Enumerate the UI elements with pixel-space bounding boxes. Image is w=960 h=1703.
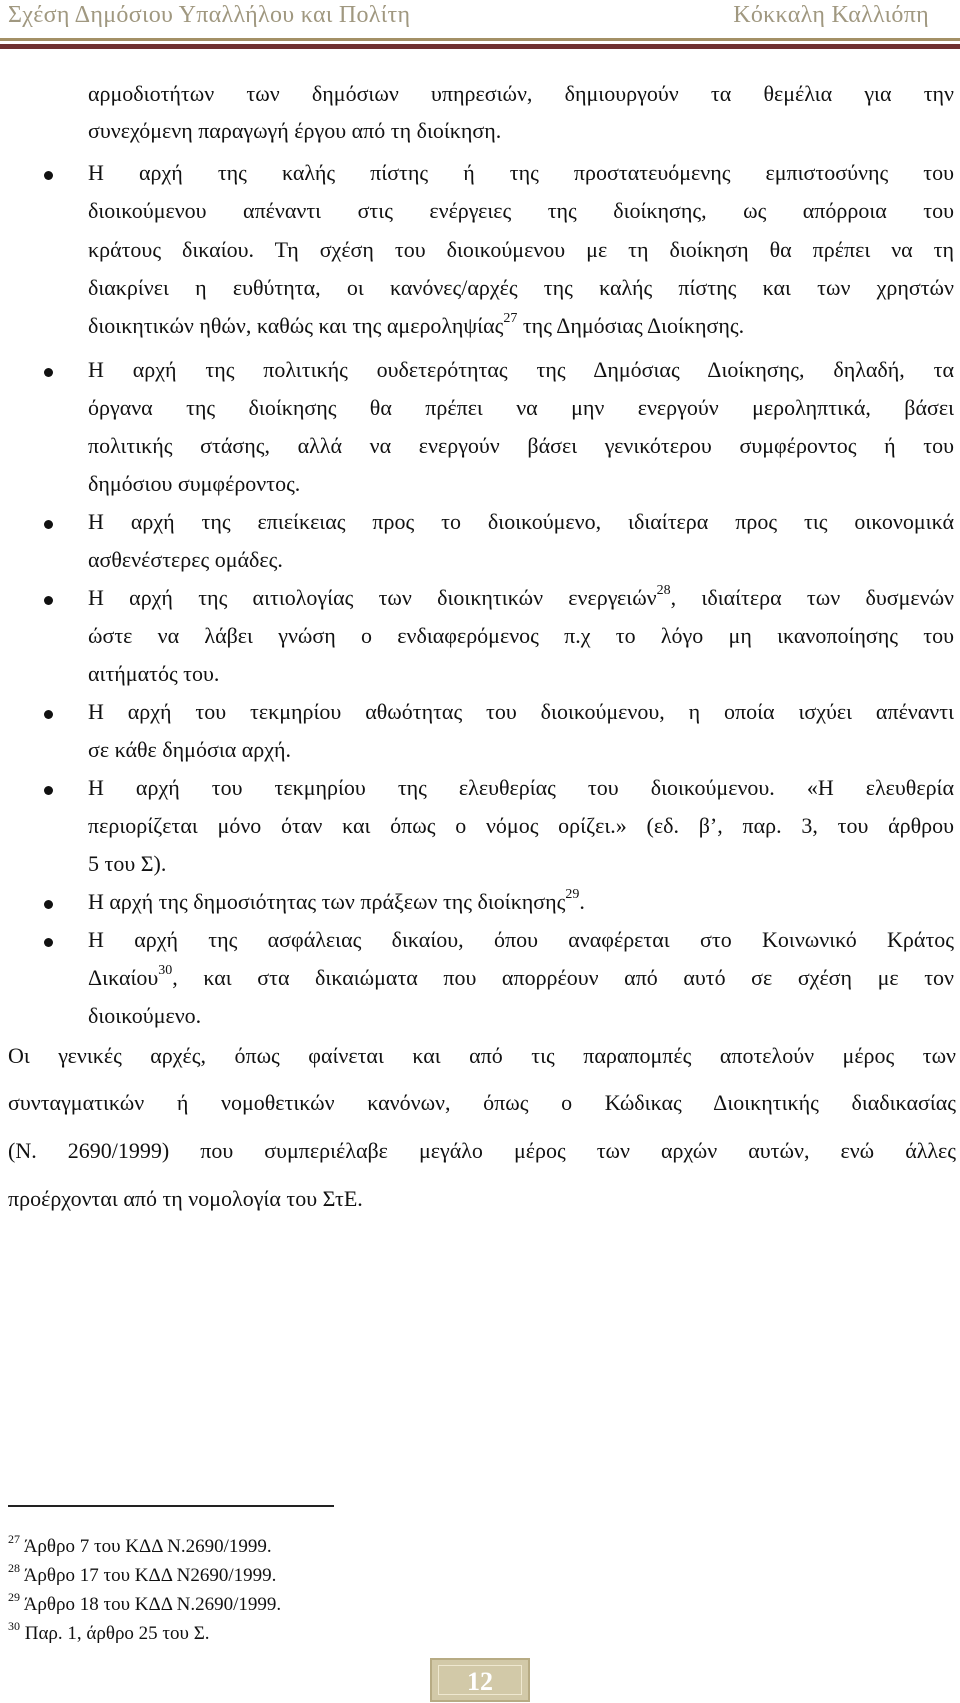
footnote: $^{30}$ Παρ. 1, άρθρο 25 του Σ. — [8, 1618, 210, 1644]
footnote-ref[interactable]: 29 — [565, 886, 580, 902]
list-item-line: διοικητικών ηθών, καθώς και της αμεροληψίας$^{27}$ της Δημόσιας Διοίκησης. — [88, 310, 745, 338]
list-item-line: όργανα της διοίκησης θα πρέπει να μην ενεργούν μεροληπτικά, βάσει — [88, 395, 954, 420]
header-author: Κόκκαλη Καλλιόπη — [733, 2, 929, 28]
list-item-line: Η αρχή της αιτιολογίας των διοικητικών ενεργειών$^{28}$, ιδιαίτερα των δυσμενών — [88, 582, 954, 610]
list-item-line: Η αρχή της επιείκειας προς το διοικούμενο, ιδιαίτερα προς τις οικονομικά — [88, 509, 954, 534]
continuation-line: συνεχόμενη παραγωγή έργου από τη διοίκηση. — [88, 118, 502, 143]
page-number: 12 — [438, 1665, 522, 1695]
list-item-line: Η αρχή της πολιτικής ουδετερότητας της Δημόσιας Διοίκησης, δηλαδή, τα — [88, 357, 954, 382]
footnote-separator — [8, 1505, 334, 1507]
list-item-line: Η αρχή του τεκμηρίου αθωότητας του διοικούμενου, η οποία ισχύει απέναντι — [88, 699, 954, 724]
header-title-left: Σχέση Δημόσιου Υπαλλήλου και Πολίτη — [8, 2, 411, 28]
paragraph-line: προέρχονται από τη νομολογία του ΣτΕ. — [8, 1186, 363, 1211]
footnote: $^{27}$ Άρθρο 7 του ΚΔΔ Ν.2690/1999. — [8, 1531, 272, 1557]
bullet-icon — [44, 596, 53, 605]
list-item-line: περιορίζεται μόνο όταν και όπως ο νόμος ορίζει.» (εδ. β’, παρ. 3, του άρθρου — [88, 813, 954, 838]
bullet-icon — [44, 171, 53, 180]
list-item-line: κράτους δικαίου. Τη σχέση του διοικούμενου με τη διοίκηση θα πρέπει να τη — [88, 237, 954, 262]
list-item-line: ώστε να λάβει γνώση ο ενδιαφερόμενος π.χ το λόγο μη ικανοποίησης του — [88, 623, 954, 648]
list-item-line: δημόσιου συμφέροντος. — [88, 471, 301, 496]
list-item-line: διοικούμενο. — [88, 1003, 202, 1028]
list-item-line: Η αρχή της δημοσιότητας των πράξεων της διοίκησης$^{29}$. — [88, 886, 585, 914]
list-item-line: Η αρχή της ασφάλειας δικαίου, όπου αναφέρεται στο Κοινωνικό Κράτος — [88, 927, 954, 952]
page-header — [0, 0, 960, 52]
bullet-icon — [44, 520, 53, 529]
bullet-icon — [44, 938, 53, 947]
bullet-icon — [44, 786, 53, 795]
bullet-icon — [44, 900, 53, 909]
list-item-line: αιτήματός του. — [88, 661, 220, 686]
list-item-line: Η αρχή της καλής πίστης ή της προστατευόμενης εμπιστοσύνης του — [88, 160, 954, 185]
header-rule-maroon — [0, 44, 960, 49]
paragraph-line: Οι γενικές αρχές, όπως φαίνεται και από τις παραπομπές αποτελούν μέρος των — [8, 1043, 956, 1068]
list-item-line: σε κάθε δημόσια αρχή. — [88, 737, 292, 762]
bullet-icon — [44, 710, 53, 719]
continuation-line: αρμοδιοτήτων των δημόσιων υπηρεσιών, δημιουργούν τα θεμέλια για την — [88, 81, 954, 106]
footnote: $^{28}$ Άρθρο 17 του ΚΔΔ Ν2690/1999. — [8, 1560, 277, 1586]
paragraph-line: (Ν. 2690/1999) που συμπεριέλαβε μεγάλο μέρος των αρχών αυτών, ενώ άλλες — [8, 1138, 956, 1163]
footnote-ref[interactable]: 27 — [503, 310, 518, 326]
list-item-line: πολιτικής στάσης, αλλά να ενεργούν βάσει γενικότερου συμφέροντος ή του — [88, 433, 954, 458]
list-item-line: Η αρχή του τεκμηρίου της ελευθερίας του διοικούμενου. «Η ελευθερία — [88, 775, 954, 800]
page-number-badge — [430, 1658, 530, 1702]
paragraph-line: συνταγματικών ή νομοθετικών κανόνων, όπως ο Κώδικας Διοικητικής διαδικασίας — [8, 1090, 956, 1115]
list-item-line: Δικαίου$^{30}$, και στα δικαιώματα που απορρέουν από αυτό σε σχέση με τον — [88, 962, 954, 990]
header-rule-gold — [0, 38, 960, 41]
list-item-line: διοικούμενου απέναντι στις ενέργειες της διοίκησης, ως απόρροια του — [88, 198, 954, 223]
list-item-line: 5 του Σ). — [88, 851, 167, 876]
footnote-ref[interactable]: 30 — [158, 962, 173, 978]
list-item-line: ασθενέστερες ομάδες. — [88, 547, 283, 572]
footnote-ref[interactable]: 28 — [656, 582, 671, 598]
footnote: $^{29}$ Άρθρο 18 του ΚΔΔ Ν.2690/1999. — [8, 1589, 282, 1615]
list-item-line: διακρίνει η ευθύτητα, οι κανόνες/αρχές της καλής πίστης και των χρηστών — [88, 275, 954, 300]
bullet-icon — [44, 368, 53, 377]
